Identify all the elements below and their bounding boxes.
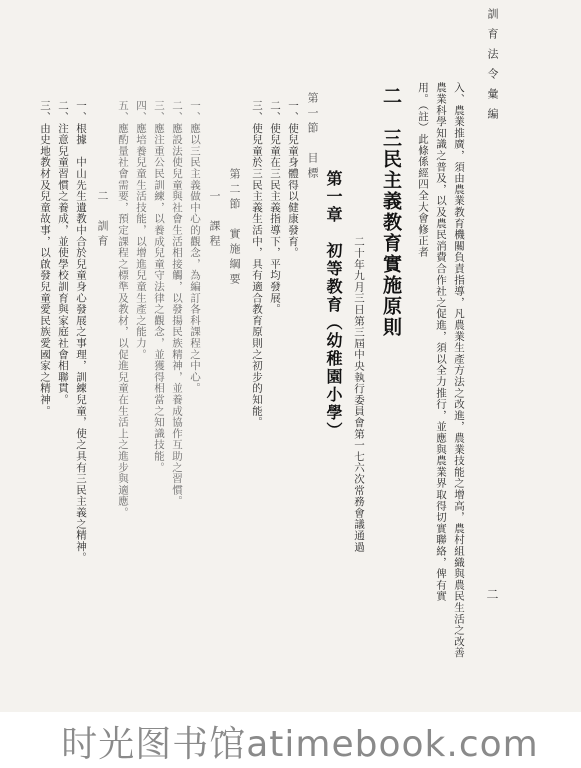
text-column: 三、使兒童於三民主義生活中，具有適合教育原則之初步的知能。 [251,100,263,428]
section-heading: 二 三民主義教育實施原則 [380,86,402,338]
text-column: 二、注意兒童習慣之養成，並使學校訓育與家庭社會相聯貫。 [57,100,69,406]
text-column: 用。（註）此條係經四全大會修正者 [417,82,429,258]
running-header: 訓育法令彙編 [486,8,499,128]
text-column: 二、應設法使兒童與社會生活相接觸，以發揚民族精神，並養成協作互助之習慣。 [171,100,183,507]
part-heading: 二 訓育 [96,190,109,250]
text-column: 農業科學知識之普及，以及農民消費合作社之促進，須以全力推行，並應與農業界取得切實聯絡，俾有實 [435,82,447,602]
text-column: 三、由史地教材及兒童故事，以啟發兒童愛民族愛國家之精神。 [39,100,51,417]
part-heading: 一 課程 [208,190,221,250]
subsection-heading: 第一節 目標 [306,92,319,182]
text-column: 一、應以三民主義做中心的觀念，為編訂各科課程之中心。 [189,100,201,394]
text-column: 一、使兒童身體得以健康發育。 [287,100,299,259]
text-column: 二、使兒童在三民主義指導下，平均發展。 [269,100,281,315]
text-column: 五、應酌量社會需要，預定課程之標準及教材，以促進兒童在生活上之進步與適應。 [117,100,129,519]
chapter-heading: 第一章 初等教育（幼稚園小學） [324,170,343,440]
subsection-heading: 第二節 實施綱要 [228,168,241,288]
text-column: 三、應注重公民訓練，以養成兒童守法律之觀念，並獲得相當之知識技能。 [153,100,165,473]
text-column: 一、根據 中山先生遺教中合於兒童身心發展之事理，訓練兒童，使之具有三民主義之精神。 [75,100,87,564]
text-column: 四、應培養兒童生活技能，以增進兒童生產之能力。 [135,100,147,360]
page-number: 二 [485,588,499,600]
site-watermark: 时光图书馆atimebook.com [61,724,539,765]
approval-note: 二十年九月三日第三屆中央執行委員會第一七六次常務會議通過 [353,236,365,553]
text-column: 入、農業推廣，須由農業教育機關負責指導，凡農業生產方法之改進，農業技能之增高，農村組織與農民生活之改善 [453,82,465,659]
